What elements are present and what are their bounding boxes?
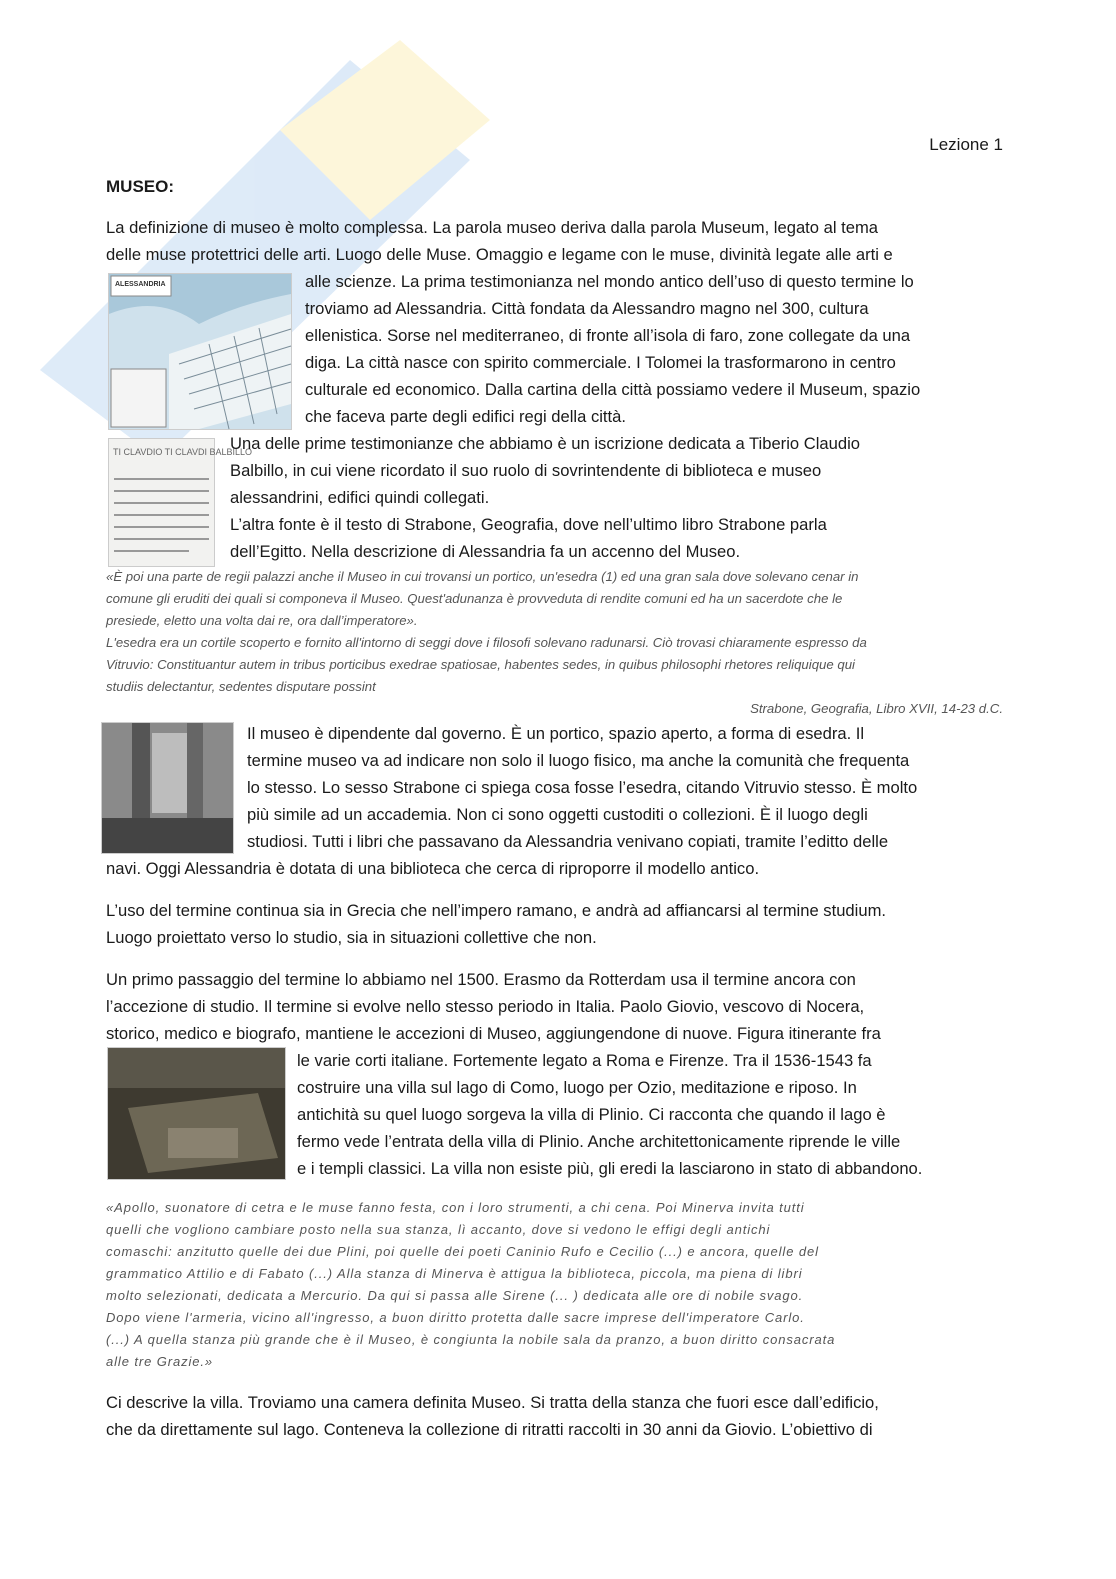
- quote-line: alle tre Grazie.»: [106, 1354, 214, 1369]
- quote-line: «È poi una parte de regii palazzi anche il Museo in cui trovansi un portico, un'esedra (1) ed una gran sala dove solevano cenar in: [106, 569, 859, 584]
- paragraph-line: dell’Egitto. Nella descrizione di Alessandria fa un accenno del Museo.: [230, 542, 741, 561]
- paragraph-line: Luogo proiettato verso lo studio, sia in situazioni collettive che non.: [106, 928, 597, 947]
- paragraph-line: ellenistica. Sorse nel mediterraneo, di fronte all’isola di faro, zone collegate da una: [305, 326, 911, 345]
- paragraph-line: delle muse protettrici delle arti. Luogo delle Muse. Omaggio e legame con le muse, divinità legate alle arti e: [106, 245, 893, 264]
- ancient-library-engraving-image: [101, 722, 234, 854]
- inscription-image: [108, 438, 253, 567]
- paragraph-line: navi. Oggi Alessandria è dotata di una biblioteca che cerca di riproporre il modello antico.: [106, 859, 760, 878]
- paragraph-line: costruire una villa sul lago di Como, luogo per Ozio, meditazione e riposo. In: [297, 1078, 857, 1097]
- inscription-text: TI CLAVDIO TI CLAVDI BALBILLO: [113, 447, 253, 457]
- paragraph-line: lo stesso. Lo sesso Strabone ci spiega cosa fosse l’esedra, citando Vitruvio stesso. È molto: [247, 778, 918, 797]
- paragraph-line: alle scienze. La prima testimonianza nel mondo antico dell’uso di questo termine lo: [305, 272, 914, 291]
- map-title: ALESSANDRIA: [115, 281, 166, 288]
- paragraph-line: termine museo va ad indicare non solo il luogo fisico, ma anche la comunità che frequenta: [247, 751, 910, 770]
- quote-source: Strabone, Geografia, Libro XVII, 14-23 d.C.: [750, 701, 1003, 716]
- quote-line: molto selezionati, dedicata a Mercurio. Da qui si passa alle Sirene (... ) dedicata alle ore di nobile svago.: [106, 1288, 804, 1303]
- quote-line: «Apollo, suonatore di cetra e le muse fanno festa, con i loro strumenti, a chi cena. Poi Minerva invita tutti: [106, 1200, 805, 1215]
- villa-painting-image: [107, 1047, 286, 1180]
- paragraph-line: Una delle prime testimonianze che abbiamo è un iscrizione dedicata a Tiberio Claudio: [230, 434, 860, 453]
- paragraph-line: Il museo è dipendente dal governo. È un portico, spazio aperto, a forma di esedra. Il: [247, 724, 865, 743]
- section-title: MUSEO:: [106, 177, 174, 196]
- quote-line: grammatico Attilio e di Fabato (...) Alla stanza di Minerva è attigua la biblioteca, piccola, ma piena di libri: [106, 1266, 803, 1281]
- paragraph-line: diga. La città nasce con spirito commerciale. I Tolomei la trasformarono in centro: [305, 353, 896, 372]
- lesson-label: Lezione 1: [929, 135, 1003, 154]
- paragraph-line: le varie corti italiane. Fortemente legato a Roma e Firenze. Tra il 1536-1543 fa: [297, 1051, 872, 1070]
- quote-line: quelli che vogliono cambiare posto nella sua stanza, lì accanto, dove si vedono le effigi degli antichi: [106, 1222, 771, 1237]
- quote-line: Vitruvio: Constituantur autem in tribus porticibus exedrae spatiosae, habentes sedes, in quibus philosophi rhetores reliquique qui: [106, 657, 855, 672]
- quote-line: comaschi: anzitutto quelle dei due Plini, poi quelle dei poeti Caninio Rufo e Cecilio (...) e ancora, quelle del: [106, 1244, 819, 1259]
- paragraph-line: storico, medico e biografo, mantiene le accezioni di Museo, aggiungendone di nuove. Figura itinerante fra: [106, 1024, 881, 1043]
- quote-line: L'esedra era un cortile scoperto e fornito all'intorno di seggi dove i filosofi solevano radunarsi. Ciò trovasi chiaramente espresso da: [106, 635, 867, 650]
- paragraph-line: culturale ed economico. Dalla cartina della città possiamo vedere il Museum, spazio: [305, 380, 921, 399]
- paragraph-line: antichità su quel luogo sorgeva la villa di Plinio. Ci racconta che quando il lago è: [297, 1105, 886, 1124]
- quote-line: comune gli eruditi dei quali si componeva il Museo. Quest'adunanza è provveduta di rendite comuni ed ha un sacerdote che le: [106, 591, 843, 606]
- paragraph-line: Un primo passaggio del termine lo abbiamo nel 1500. Erasmo da Rotterdam usa il termine ancora con: [106, 970, 856, 989]
- paragraph-line: e i templi classici. La villa non esiste più, gli eredi la lasciarono in stato di abbandono.: [297, 1159, 923, 1178]
- paragraph-line: fermo vede l’entrata della villa di Plinio. Anche architettonicamente riprende le ville: [297, 1132, 901, 1151]
- paragraph-line: alessandrini, edifici quindi collegati.: [230, 488, 490, 507]
- paragraph-line: studiosi. Tutti i libri che passavano da Alessandria venivano copiati, tramite l’editto delle: [247, 832, 889, 851]
- alexandria-map-image: [108, 273, 292, 430]
- paragraph-line: l’accezione di studio. Il termine si evolve nello stesso periodo in Italia. Paolo Giovio, vescovo di Nocera,: [106, 997, 865, 1016]
- quote-line: studiis delectantur, sedentes disputare possint: [106, 679, 376, 694]
- paragraph-line: più simile ad un accademia. Non ci sono oggetti custoditi o collezioni. È il luogo degli: [247, 805, 868, 824]
- paragraph-line: troviamo ad Alessandria. Città fondata da Alessandro magno nel 300, cultura: [305, 299, 869, 318]
- quote-line: (...) A quella stanza più grande che è il Museo, è congiunta la nobile sala da pranzo, a buon diritto consacrata: [106, 1332, 836, 1347]
- paragraph-line: L’uso del termine continua sia in Grecia che nell’impero ramano, e andrà ad affiancarsi al termine studium.: [106, 901, 887, 920]
- quote-line: presiede, eletto una volta dai re, ora dall’imperatore».: [106, 613, 418, 628]
- paragraph-line: Ci descrive la villa. Troviamo una camera definita Museo. Si tratta della stanza che fuori esce dall’edificio,: [106, 1393, 879, 1412]
- quote-line: Dopo viene l'armeria, vicino all'ingresso, a buon diritto protetta dalle sacre imprese dell'imperatore Carlo.: [106, 1310, 805, 1325]
- paragraph-line: L’altra fonte è il testo di Strabone, Geografia, dove nell’ultimo libro Strabone parla: [230, 515, 827, 534]
- paragraph-line: che faceva parte degli edifici regi della città.: [305, 407, 626, 426]
- paragraph-line: Balbillo, in cui viene ricordato il suo ruolo di sovrintendente di biblioteca e museo: [230, 461, 822, 480]
- paragraph-line: La definizione di museo è molto complessa. La parola museo deriva dalla parola Museum, legato al tema: [106, 218, 879, 237]
- paragraph-line: che da direttamente sul lago. Conteneva la collezione di ritratti raccolti in 30 anni da Giovio. L’obiettivo di: [106, 1420, 873, 1439]
